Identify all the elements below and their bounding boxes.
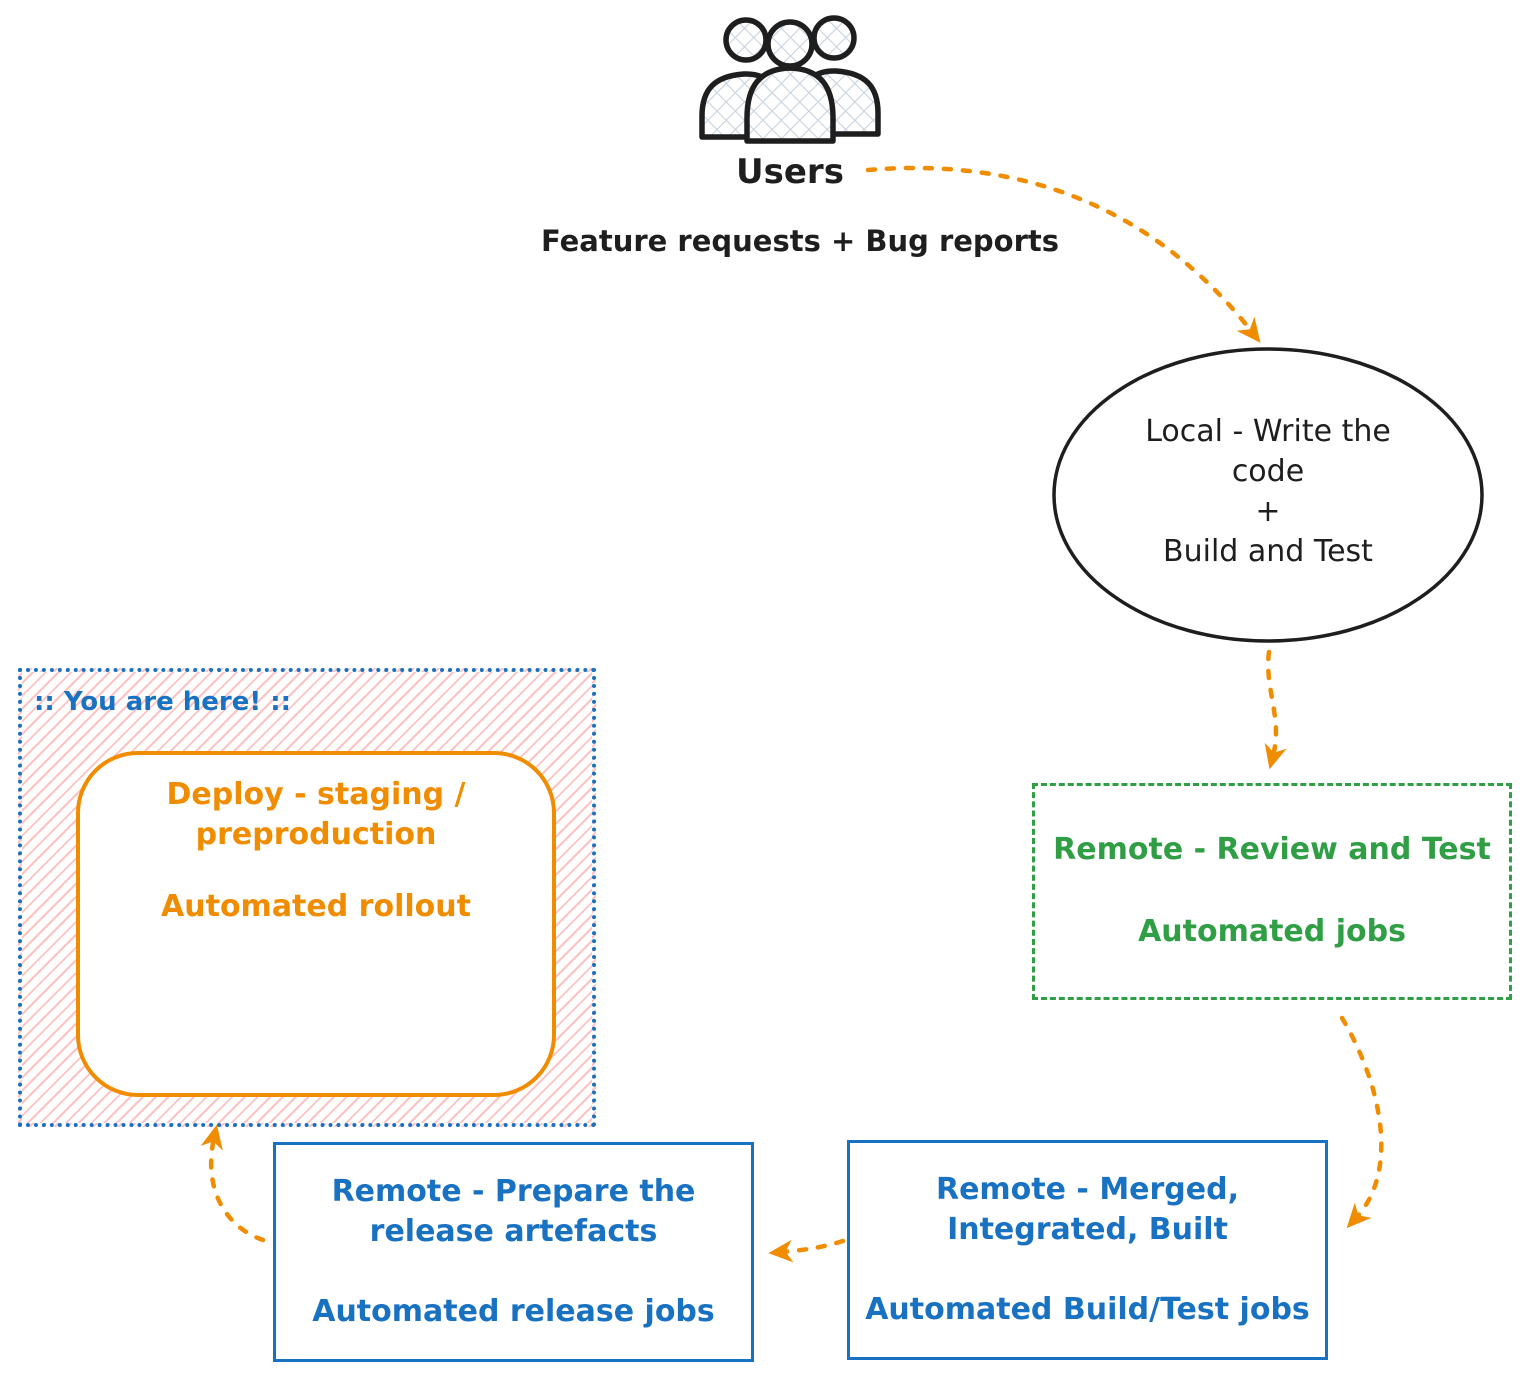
- merge-node-subtitle: Automated Build/Test jobs: [865, 1292, 1310, 1327]
- release-node-title-line-2: release artefacts: [369, 1214, 658, 1249]
- deploy-node-title-line-1: Deploy - staging /: [166, 777, 466, 812]
- users-icon-center-head: [768, 22, 812, 66]
- users-icon: [702, 18, 878, 141]
- local-node-text: [1053, 412, 1483, 572]
- local-node-line-3: +: [1255, 494, 1281, 529]
- merge-node-title-line-1: Remote - Merged,: [935, 1172, 1240, 1207]
- review-node-title: Remote - Review and Test: [1053, 832, 1491, 867]
- users-icon-left-head: [726, 20, 766, 60]
- arrow-merge-to-release: [782, 1241, 843, 1252]
- users-label: Users: [736, 152, 844, 192]
- merge-node: [847, 1140, 1328, 1360]
- arrow-review-to-merge: [1342, 1018, 1381, 1218]
- you-are-here-label: :: You are here! ::: [34, 687, 292, 717]
- merge-node-title-line-2: Integrated, Built: [947, 1212, 1228, 1247]
- review-node: [1032, 783, 1512, 1000]
- local-node-line-4: Build and Test: [1163, 534, 1373, 569]
- you-are-here-container: [18, 668, 596, 1127]
- arrow-local-to-review: [1268, 652, 1276, 756]
- deploy-node-title-line-2: preproduction: [195, 817, 437, 852]
- deploy-node-subtitle: Automated rollout: [161, 889, 471, 924]
- arrow-release-to-deploy: [211, 1138, 263, 1240]
- release-node-subtitle: Automated release jobs: [312, 1294, 715, 1329]
- local-node-line-1: Local - Write the: [1145, 414, 1391, 449]
- release-node-title-line-1: Remote - Prepare the: [331, 1174, 696, 1209]
- deploy-node: [76, 751, 556, 1097]
- users-icon-center-body: [747, 68, 833, 141]
- review-node-subtitle: Automated jobs: [1138, 914, 1406, 949]
- release-node: [273, 1142, 754, 1362]
- users-caption: Feature requests + Bug reports: [540, 224, 1060, 258]
- local-node-line-2: code: [1231, 454, 1305, 489]
- users-icon-right-head: [814, 18, 854, 58]
